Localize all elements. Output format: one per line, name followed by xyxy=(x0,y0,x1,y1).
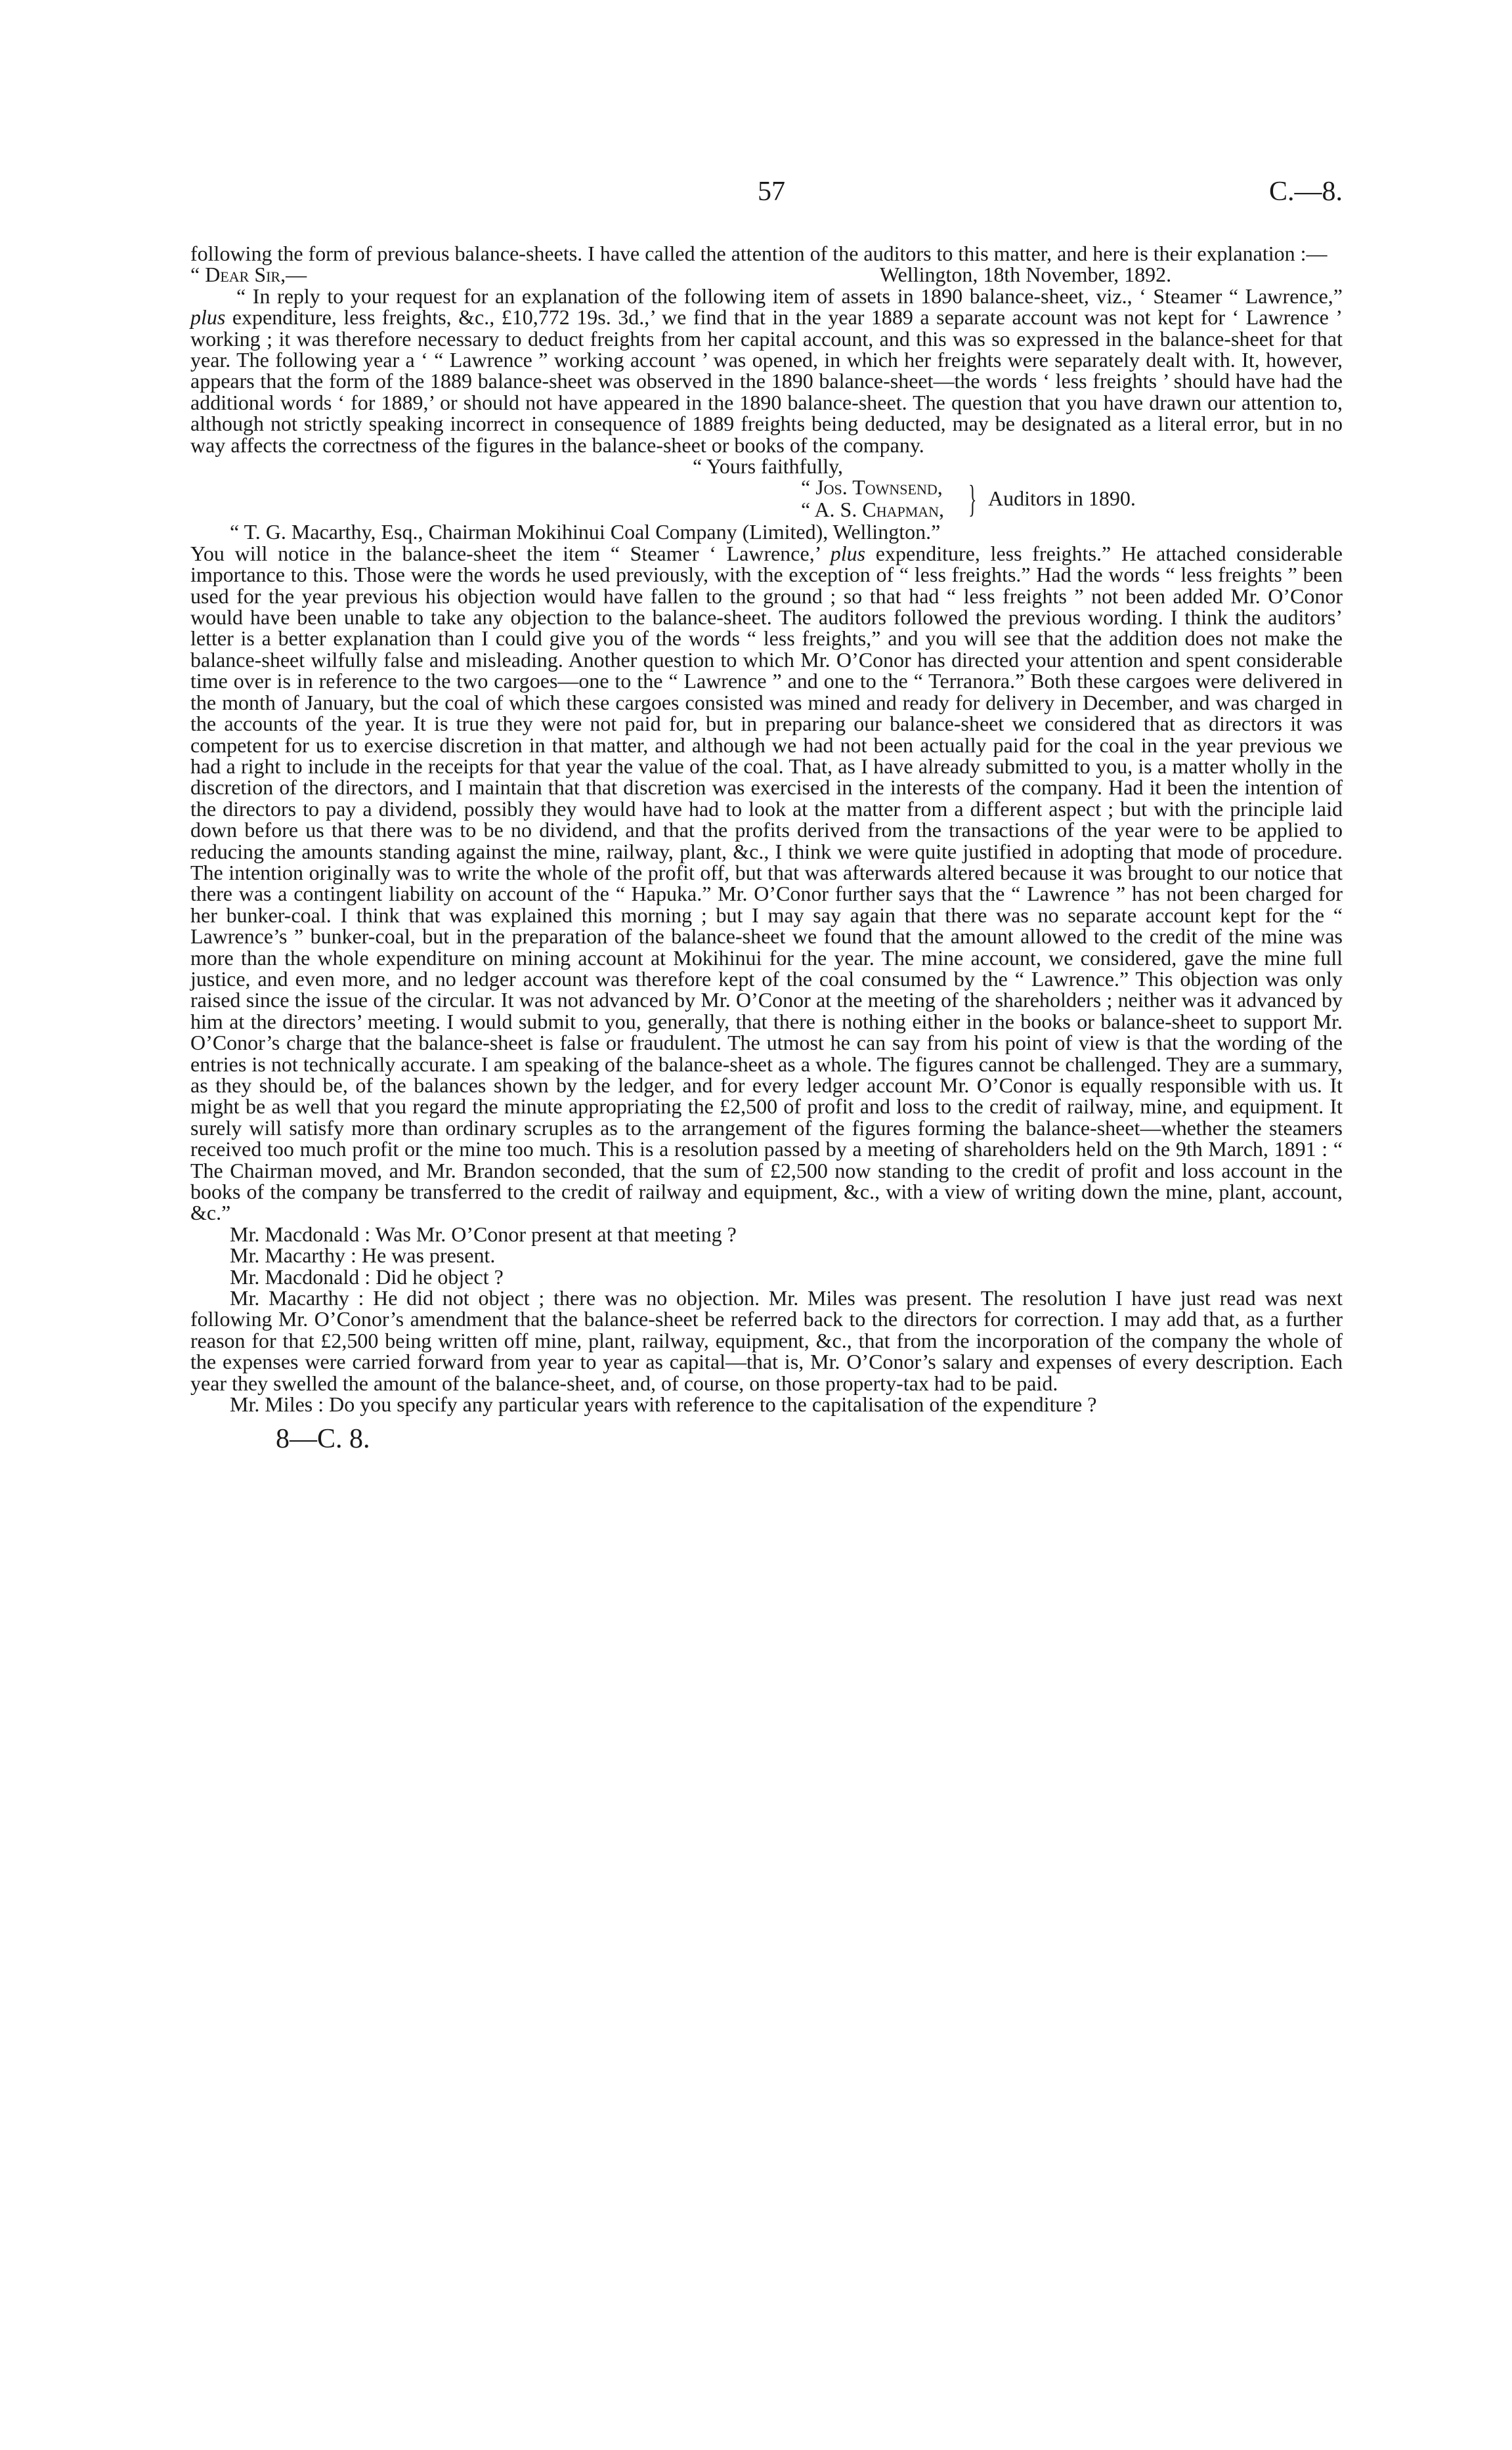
document-code: C.—8. xyxy=(1268,177,1343,207)
letter-body-pre: “ In reply to your request for an explanation of the following item of assets in 1890 balance-sheet, viz., ‘ Steamer “ Lawrence,” xyxy=(236,284,1343,308)
letter-salutation: “ Dear Sir,— xyxy=(190,263,307,287)
page-body xyxy=(190,243,1343,1455)
page-header xyxy=(190,176,1343,215)
dialogue-line: Mr. Macarthy : He was present. xyxy=(230,1243,496,1268)
letter-body-post: expenditure, less freights, &c., £10,772 19s. 3d.,’ we find that in the year 1889 a separate account was not kept for ‘ Lawrence ’ working ; it was therefore necessary to deduct freights from her capital account, and this was so expressed in the balance-sheet for that year. The following year a ‘ “ Lawrence ” working account ’ was opened, in which her freights were separately dealt with. It, however, appears that the form of the 1889 balance-sheet was observed in the 1890 balance-sheet—the words ‘ less freights ’ should have had the additional words ‘ for 1889,’ or should not have appeared in the 1890 balance-sheet. The question that you have drawn our attention to, although not strictly speaking incorrect in consequence of 1889 freights being deducted, may be designated as a literal error, but in no way affects the correctness of the figures in the balance-sheet or books of the company. xyxy=(190,305,1343,457)
main-paragraph xyxy=(190,543,1343,1224)
page-number: 57 xyxy=(758,177,785,207)
main-post: expenditure, less freights.” He attached considerable importance to this. Those were the words he used previously, with the exception of “ less freights.” Had the words “ less freights ” been used for the year previous his objection would have fallen to the ground ; so that had “ less freights ” not been added Mr. O’Conor would have been unable to take any objection to the balance-sheet. The auditors followed the previous wording. I think the auditors’ letter is a better explanation than I could give you of the words “ less freights,” and you will see that the addition does not make the balance-sheet wilfully false and misleading. Another question to which Mr. O’Conor has directed your attention and spent considerable time over is in reference to the two cargoes—one to the “ Lawrence ” and one to the “ Terranora.” Both these cargoes were delivered in the month of January, but the coal of which these cargoes consisted was mined and ready for delivery in December, and was charged in the accounts of the year. It is true they were not paid for, but in preparing our balance-sheet we considered that as directors it was competent for us to exercise discretion in that matter, and although we had not been actually paid for the coal in the year previous we had a right to include in the receipts for that year the value of the coal. That, as I have already submitted to you, is a matter wholly in the discretion of the directors, and I maintain that that discretion was exercised in the interests of the company. Had it been the intention of the directors to pay a dividend, possibly they would have had to look at the matter from a different aspect ; but with the principle laid down before us that there was to be no dividend, and that the profits derived from the transactions of the year were to be applied to reducing the amounts standing against the mine, railway, plant, &c., I think we were quite justified in adopting that mode of procedure. The intention originally was to write the whole of the profit off, but that was afterwards altered because it was brought to our notice that there was a contingent liability on account of the “ Hapuka.” Mr. O’Conor further says that the “ Lawrence ” has not been charged for her bunker-coal. I think that was explained this morning ; but I may say again that there was no separate account kept for the “ Lawrence’s ” bunker-coal, but in the preparation of the balance-sheet we found that the amount allowed to the credit of the mine was more than the whole expenditure on mining account at Mokihinui for the year. The mine account, we considered, gave the mine full justice, and even more, and no ledger account was therefore kept of the coal consumed by the “ Lawrence.” This objection was only raised since the issue of the circular. It was not advanced by Mr. O’Conor at the meeting of the shareholders ; neither was it advanced by him at the directors’ meeting. I would submit to you, generally, that there is nothing either in the books or balance-sheet to support Mr. O’Conor’s charge that the balance-sheet is false or fraudulent. The utmost he can say from his point of view is that the wording of the entries is not technically accurate. I am speaking of the balance-sheet as a whole. The figures cannot be challenged. They are a summary, as they should be, of the balances shown by the ledger, and for every ledger account Mr. O’Conor is equally responsible with us. It might be as well that you regard the minute appropriating the £2,500 of profit and loss to the credit of railway, mine, and equipment. It surely will satisfy more than ordinary scruples as to the arrangement of the figures forming the balance-sheet—whether the steamers received too much profit or the mine too much. This is a resolution passed by a meeting of shareholders held on the 9th March, 1891 : “ The Chairman moved, and Mr. Brandon seconded, that the sum of £2,500 now standing to the credit of profit and loss account in the books of the company be transferred to the credit of railway and equipment, &c., with a view of writing down the mine, plant, account, &c.” xyxy=(190,541,1343,1225)
signatory-role: Auditors in 1890. xyxy=(988,486,1136,511)
main-pre: You will notice in the balance-sheet the item “ Steamer ‘ Lawrence,’ xyxy=(190,541,831,565)
letter-body xyxy=(190,286,1343,456)
letter-closing: “ Yours faithfully, xyxy=(693,454,844,479)
miles-question: Mr. Miles : Do you specify any particular years with reference to the capitalisation of the expenditure ? xyxy=(230,1392,1097,1417)
signatory-chapman: “ A. S. Chapman, xyxy=(801,498,945,522)
signatory-townsend: “ Jos. Townsend, xyxy=(801,475,943,500)
main-plus: plus xyxy=(830,541,866,565)
dialogue-line: Mr. Macdonald : Did he object ? xyxy=(230,1264,504,1289)
signature-block xyxy=(190,477,1343,521)
letter-heading xyxy=(190,264,1343,285)
signature-brace: } xyxy=(968,477,977,521)
sheet-code: 8—C. 8. xyxy=(276,1423,370,1454)
dialogue-line: Mr. Macdonald : Was Mr. O’Conor present at that meeting ? xyxy=(230,1222,737,1246)
macarthy-reply: Mr. Macarthy : He did not object ; there was no objection. Mr. Miles was present. The resolution I have just read was next following Mr. O’Conor’s amendment that the balance-sheet be referred back to the directors for correction. I may add that, as a further reason for that £2,500 being written off mine, plant, railway, equipment, &c., that from the incorporation of the company the whole of the expenses were carried forward from year to year as capital—that is, Mr. O’Conor’s salary and expenses of every description. Each year they swelled the amount of the balance-sheet, and, of course, on those property-tax had to be paid. xyxy=(190,1286,1343,1395)
letter-body-plus: plus xyxy=(190,305,226,330)
letter-addressee: “ T. G. Macarthy, Esq., Chairman Mokihinui Coal Company (Limited), Wellington.” xyxy=(230,520,941,544)
letter-dateline: Wellington, 18th November, 1892. xyxy=(880,263,1172,287)
intro-paragraph: following the form of previous balance-sheets. I have called the attention of the auditors to this matter, and here is their explanation :— xyxy=(190,242,1328,265)
